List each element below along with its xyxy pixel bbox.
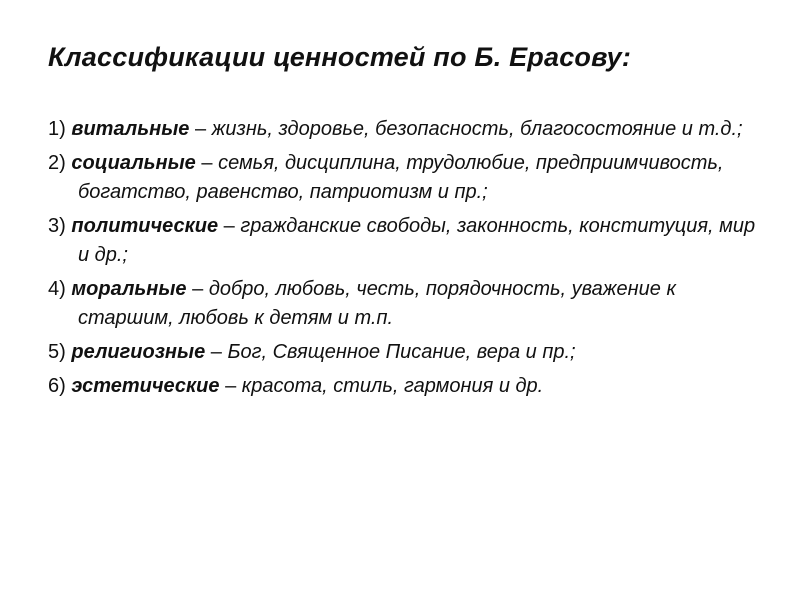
item-number: 3) (48, 215, 66, 237)
item-description: красота, стиль, гармония и др. (241, 375, 544, 397)
item-dash: – (201, 152, 213, 174)
item-dash: – (194, 118, 207, 140)
item-number: 6) (48, 375, 66, 397)
list-item (48, 338, 768, 367)
item-term: политические (71, 215, 219, 237)
item-term: религиозные (71, 341, 206, 363)
list-item (48, 372, 768, 401)
item-term: социальные (71, 152, 196, 174)
item-term: эстетические (71, 375, 220, 397)
values-list (48, 115, 768, 406)
item-dash: – (210, 341, 222, 363)
item-description: добро, любовь, честь, порядочность, уважение к старшим, любовь к детям и т.п. (78, 278, 676, 329)
item-description: семья, дисциплина, трудолюбие, предприимчивость, богатство, равенство, патриотизм и пр.; (78, 152, 724, 203)
list-item (48, 149, 768, 207)
item-dash: – (223, 215, 235, 237)
item-dash: – (225, 375, 237, 397)
list-item (48, 212, 768, 270)
item-term: моральные (71, 278, 187, 300)
item-term: витальные (71, 118, 190, 140)
list-item (48, 275, 768, 333)
item-dash: – (192, 278, 204, 300)
item-description: гражданские свободы, законность, конституция, мир и др.; (78, 215, 756, 266)
list-item (48, 115, 768, 144)
item-number: 1) (48, 118, 66, 140)
item-number: 4) (48, 278, 66, 300)
item-number: 2) (48, 152, 66, 174)
item-number: 5) (48, 341, 66, 363)
item-description: жизнь, здоровье, безопасность, благосостояние и т.д.; (211, 118, 743, 140)
slide-title: Классификации ценностей по Б. Ерасову: (48, 42, 632, 72)
item-description: Бог, Священное Писание, вера и пр.; (227, 341, 576, 363)
